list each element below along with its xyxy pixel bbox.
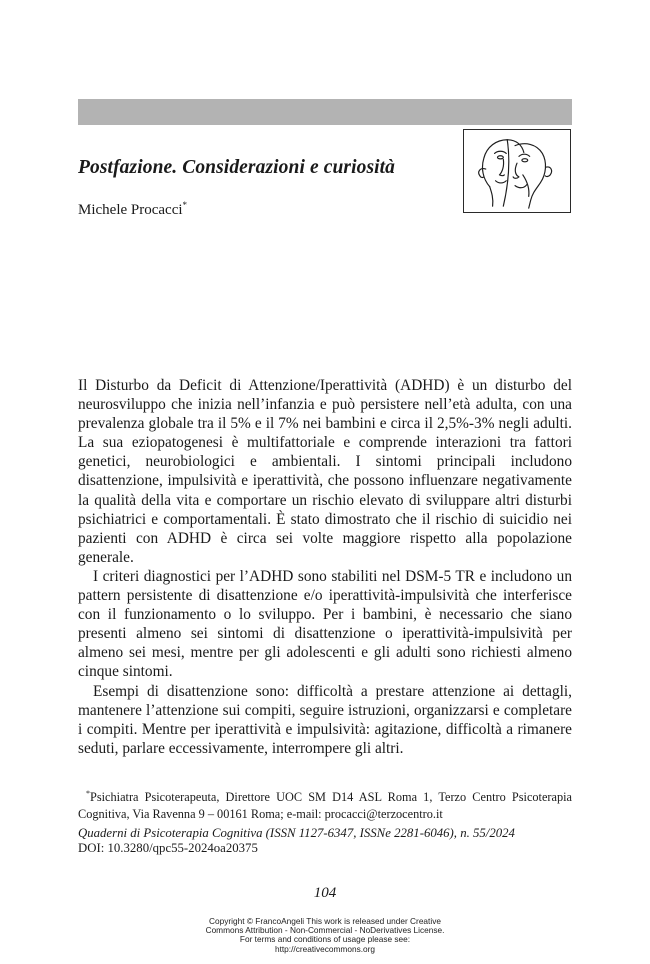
journal-info <box>78 826 578 856</box>
author-line <box>78 200 187 219</box>
body-text <box>78 376 572 758</box>
footnote-text: Psichiatra Psicoterapeuta, Direttore UOC SM D14 ASL Roma 1, Terzo Centro Psicoterapia Cognitiva, Via Ravenna 9 – 00161 Roma; e-mail: procacci@terzocentro.it <box>78 790 572 822</box>
article-title: Postfazione. Considerazioni e curiosità <box>78 157 396 178</box>
journal-citation: Quaderni di Psicoterapia Cognitiva (ISSN 1127-6347, ISSNe 2281-6046), n. 55/2024 <box>78 826 515 840</box>
body-paragraph: Il Disturbo da Deficit di Attenzione/Iperattività (ADHD) è un disturbo del neurosviluppo che inizia nell’infanzia e può persistere nell’età adulta, con una prevalenza globale tra il 5% e il 7% nei bambini e circa il 2,5%-3% negli adulti. La sua eziopatogenesi è multifattoriale e comprende interazioni tra fattori genetici, neurobiologici e ambientali. I sintomi principali includono disattenzione, impulsività e iperattività, che possono influenzare negativamente la qualità della vita e comportare un rischio elevato di sviluppare altri disturbi psichiatrici e comportamentali. È stato dimostrato che il rischio di suicidio nei pazienti con ADHD è circa sei volte maggiore rispetto alla popolazione generale. <box>78 377 572 566</box>
faces-line-drawing-icon <box>463 129 571 213</box>
author-footnote <box>78 785 572 823</box>
license-line: For terms and conditions of usage please see: <box>239 934 411 945</box>
body-paragraph: Esempi di disattenzione sono: difficoltà a prestare attenzione ai dettagli, mantenere l’attenzione sui compiti, seguire istruzioni, organizzarsi e completare i compiti. Mentre per iperattività e impulsività: agitazione, difficoltà a rimanere seduti, parlare eccessivamente, interrompere gli altri. <box>78 682 572 757</box>
license-line: Commons Attribution - Non-Commercial - NoDerivatives License. <box>205 925 445 936</box>
header-bar <box>78 99 572 125</box>
body-paragraph: I criteri diagnostici per l’ADHD sono stabiliti nel DSM-5 TR e includono un pattern persistente di disattenzione e/o iperattività-impulsività che interferisce con il funzionamento o lo sviluppo. Per i bambini, è necessario che siano presenti almeno sei sintomi di disattenzione o iperattività-impulsività per almeno sei mesi, mentre per gli adolescenti e gli adulti sono richiesti almeno cinque sintomi. <box>78 567 572 681</box>
footnote-mark: * <box>86 789 90 798</box>
license-line: Copyright © FrancoAngeli This work is released under Creative <box>209 916 441 926</box>
faces-drawing-svg <box>464 130 570 212</box>
license-notice <box>0 917 650 954</box>
author-name: Michele Procacci <box>78 202 183 218</box>
author-footnote-mark: * <box>182 200 188 210</box>
license-link[interactable]: http://creativecommons.org <box>274 943 376 954</box>
page-number: 104 <box>313 885 337 901</box>
doi-line: DOI: 10.3280/qpc55-2024oa20375 <box>78 841 258 855</box>
